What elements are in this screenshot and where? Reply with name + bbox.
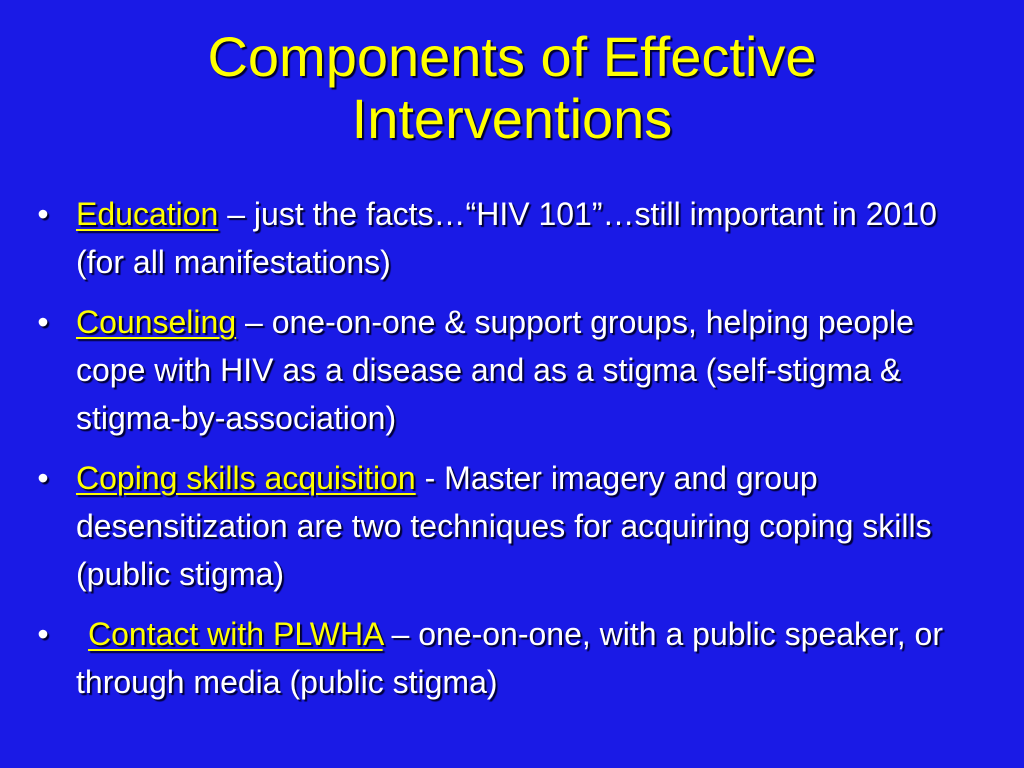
bullet-item-education	[28, 190, 988, 286]
slide-title	[60, 26, 964, 150]
bullet-list	[28, 190, 988, 718]
bullet-text: - Master imagery and group desensitization are two techniques for acquiring coping skills (public stigma)	[76, 460, 932, 592]
bullet-term: Contact with PLWHA	[88, 616, 383, 652]
bullet-marker: •	[37, 616, 49, 652]
bullet-marker: •	[37, 196, 49, 232]
bullet-term: Coping skills acquisition	[76, 460, 416, 496]
bullet-item-counseling	[28, 298, 988, 442]
bullet-marker: •	[37, 304, 49, 340]
bullet-text: – just the facts…“HIV 101”…still important in 2010 (for all manifestations)	[76, 196, 937, 280]
bullet-item-contact	[28, 610, 988, 706]
bullet-term: Counseling	[76, 304, 237, 340]
bullet-text: – one-on-one & support groups, helping people cope with HIV as a disease and as a stigma (self-stigma & stigma-by-association)	[76, 304, 914, 436]
slide-title-line2: Interventions	[351, 87, 673, 150]
bullet-text: – one-on-one, with a public speaker, or through media (public stigma)	[76, 616, 943, 700]
bullet-term: Education	[76, 196, 219, 232]
slide-title-line1: Components of Effective	[207, 25, 817, 88]
bullet-marker: •	[37, 460, 49, 496]
bullet-item-coping-skills	[28, 454, 988, 598]
